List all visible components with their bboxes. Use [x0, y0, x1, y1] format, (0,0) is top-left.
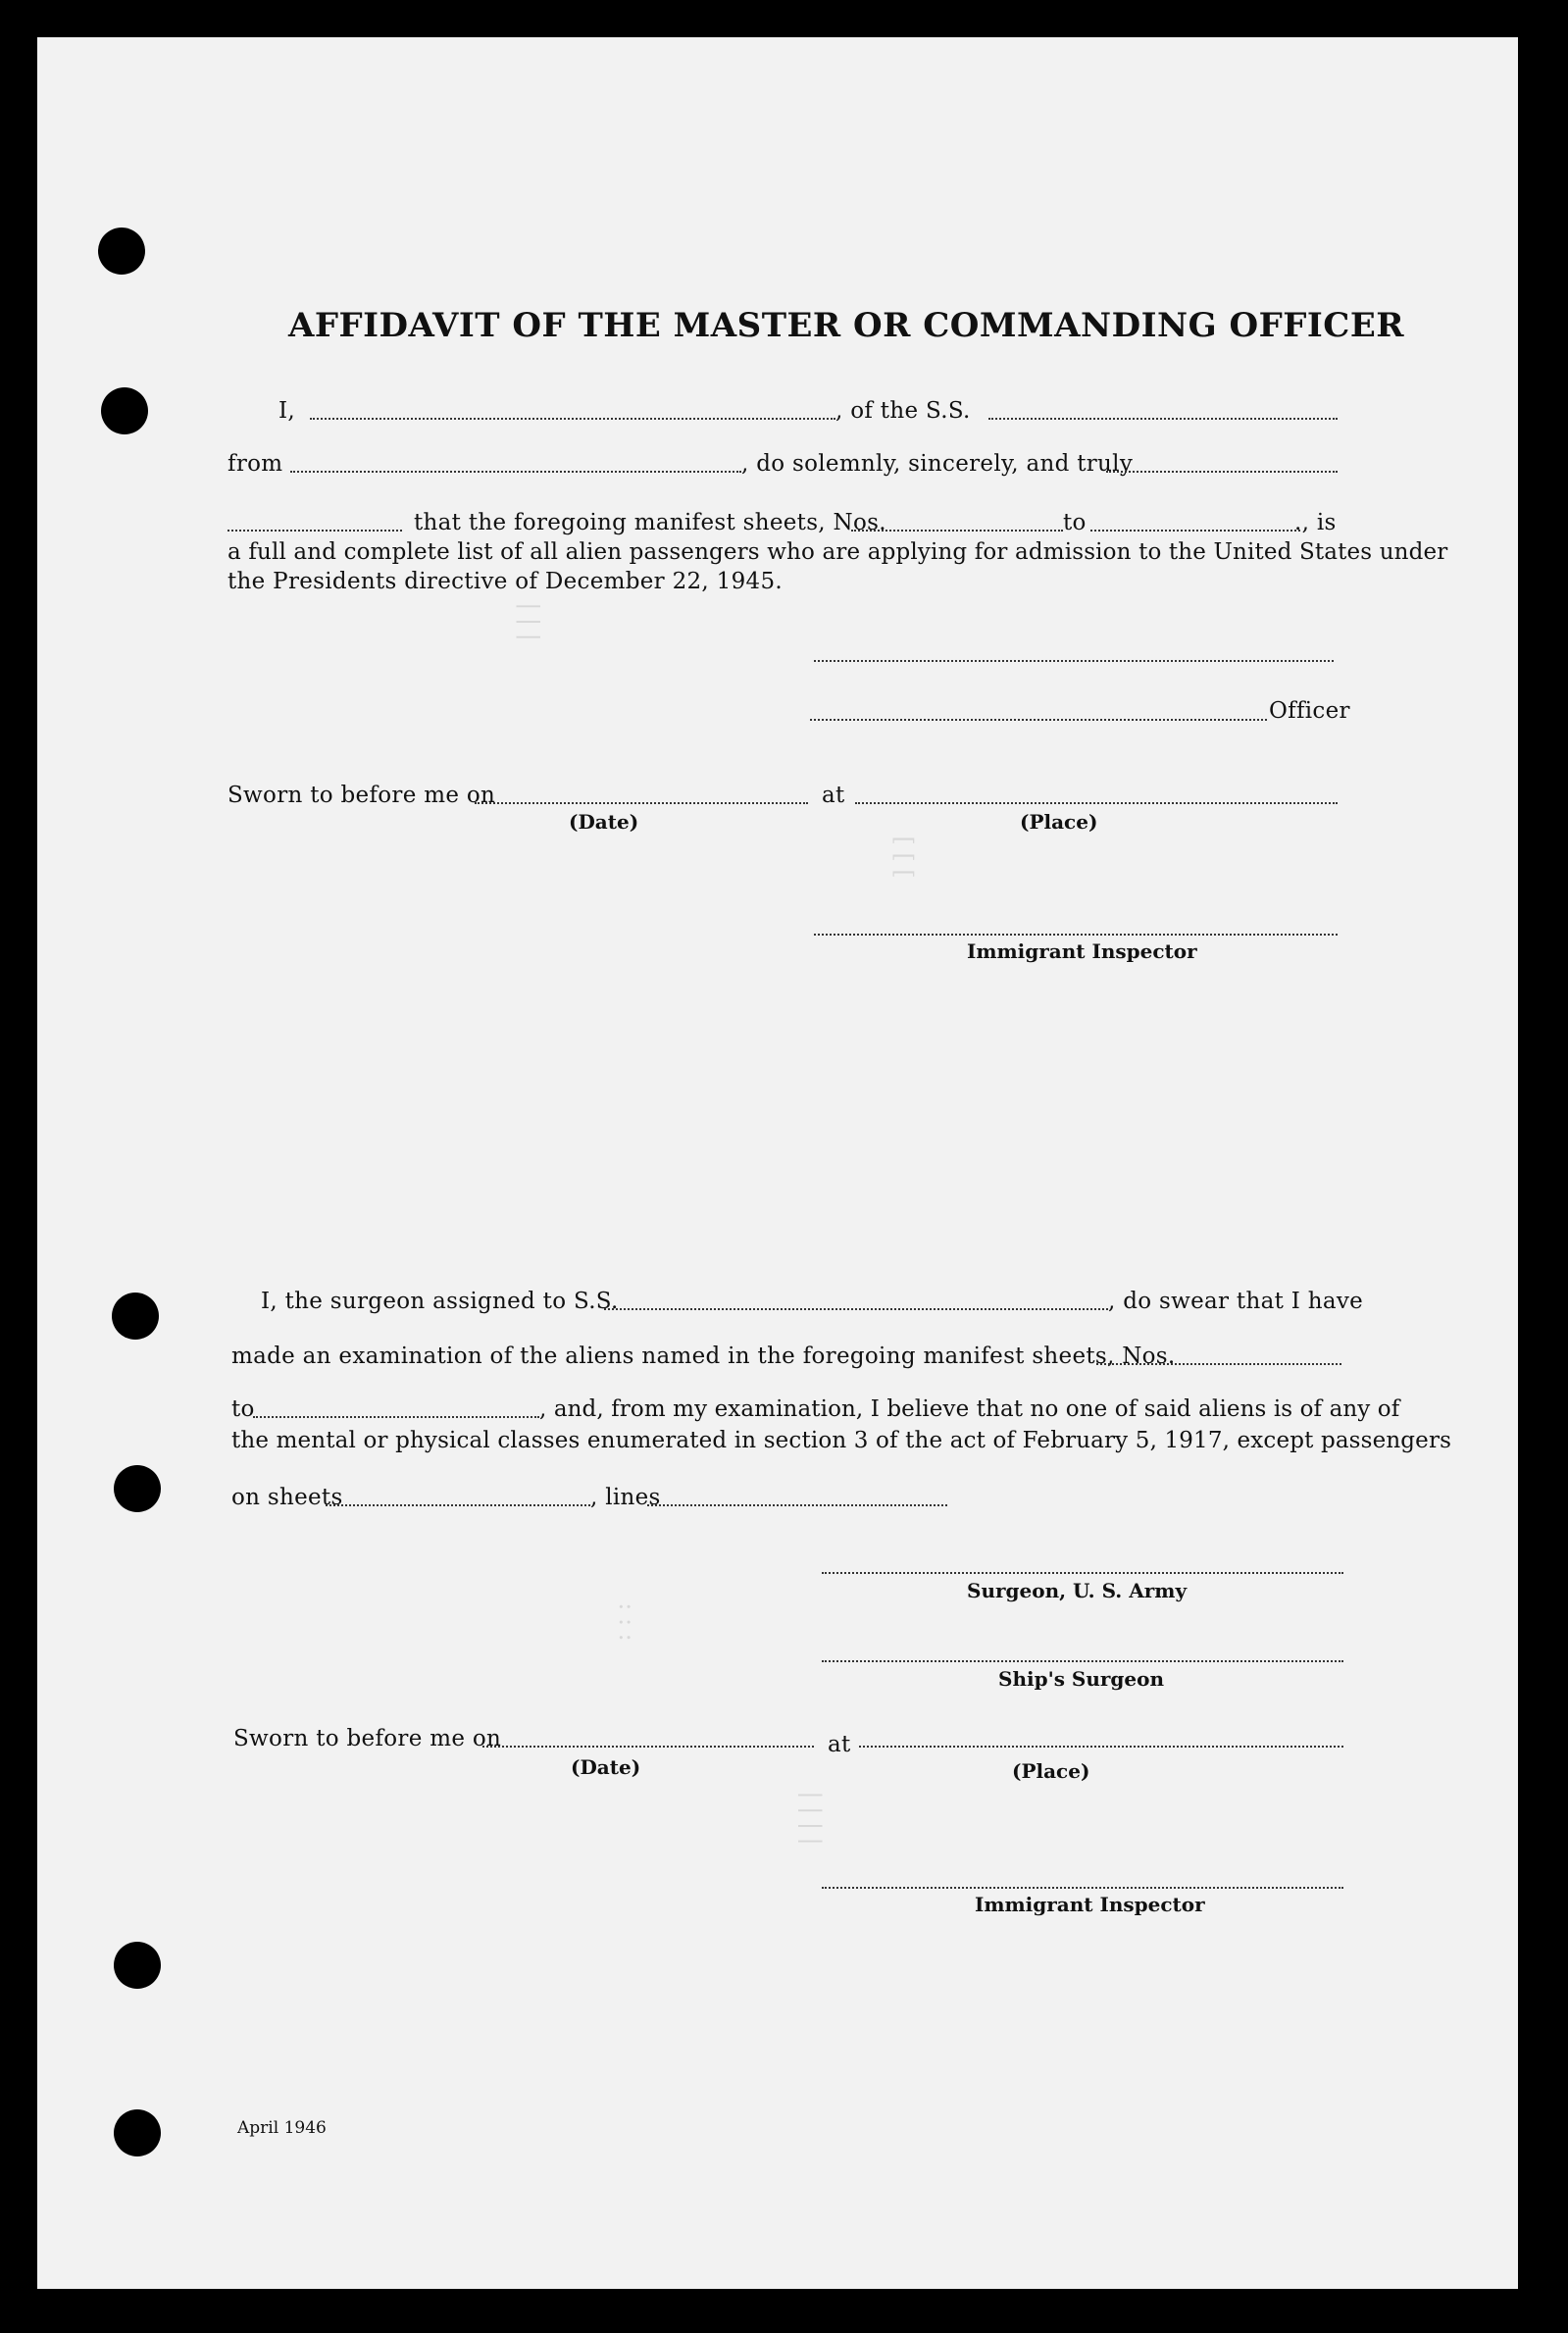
surgeon-ship-field[interactable]: [604, 1308, 1108, 1310]
surgeon-to-label: to: [231, 1396, 255, 1422]
bleed-through-mark: | | | |: [797, 1791, 826, 1846]
master-date-label: (Date): [569, 810, 639, 834]
ship-surgeon-signature-field[interactable]: [822, 1660, 1343, 1662]
master-i-label: I,: [278, 398, 295, 424]
master-solemnly-label: , do solemnly, sincerely, and truly: [741, 451, 1134, 477]
officer-signature-line-1[interactable]: [814, 660, 1334, 662]
master-place-label: (Place): [1020, 810, 1098, 834]
surgeon-inspector-signature-field[interactable]: [822, 1887, 1343, 1889]
punch-hole: [114, 1465, 161, 1512]
officer-signature-field[interactable]: [810, 719, 1267, 721]
surgeon-on-sheets-label: on sheets: [231, 1485, 343, 1510]
army-surgeon-signature-field[interactable]: [822, 1572, 1343, 1574]
master-sworn-label: Sworn to before me on: [228, 783, 496, 808]
sheet-from-field[interactable]: [851, 530, 1063, 532]
surgeon-line3-text: , and, from my examination, I believe that no one of said aliens is of any of: [539, 1396, 1400, 1422]
punch-hole: [114, 1942, 161, 1989]
surgeon-line1-label: I, the surgeon assigned to S.S.: [261, 1289, 619, 1314]
surgeon-line2-label: made an examination of the aliens named in the foregoing manifest sheets, Nos.: [231, 1344, 1176, 1369]
master-is-label: ., is: [1294, 510, 1337, 535]
master-text-line5: the Presidents directive of December 22, 1945.: [228, 569, 784, 594]
punch-hole: [114, 2109, 161, 2156]
ship-name-field[interactable]: [988, 418, 1338, 420]
army-surgeon-label: Surgeon, U. S. Army: [967, 1579, 1188, 1602]
surgeon-sworn-label: Sworn to before me on: [233, 1726, 502, 1751]
surgeon-sheet-from-field[interactable]: [1096, 1363, 1341, 1365]
surgeon-place-label: (Place): [1012, 1759, 1090, 1783]
master-sworn-place-field[interactable]: [855, 802, 1338, 804]
master-foregoing-label: that the foregoing manifest sheets, Nos.: [414, 510, 886, 535]
oath-word-field[interactable]: [1106, 471, 1338, 473]
form-title: AFFIDAVIT OF THE MASTER OR COMMANDING OFFICER: [288, 306, 1405, 345]
surgeon-line1-end: , do swear that I have: [1108, 1289, 1364, 1314]
bleed-through-mark: [ [ [: [889, 836, 918, 879]
master-ofss-label: , of the S.S.: [835, 398, 971, 424]
surgeon-lines-field[interactable]: [647, 1504, 947, 1506]
surgeon-on-sheets-field[interactable]: [326, 1504, 590, 1506]
surgeon-sheet-to-field[interactable]: [253, 1416, 539, 1418]
surgeon-at-label: at: [828, 1732, 851, 1757]
master-text-line4: a full and complete list of all alien passengers who are applying for admission to the United States under: [228, 539, 1448, 565]
surgeon-lines-label: , lines: [590, 1485, 661, 1510]
master-inspector-signature-field[interactable]: [814, 934, 1338, 936]
master-to-label: to: [1063, 510, 1087, 535]
officer-label: Officer: [1269, 698, 1350, 724]
form-sheet: [37, 37, 1518, 2289]
master-from-label: from: [228, 451, 283, 477]
master-inspector-label: Immigrant Inspector: [967, 939, 1197, 963]
punch-hole: [98, 228, 145, 275]
surgeon-inspector-label: Immigrant Inspector: [975, 1893, 1205, 1916]
bleed-through-mark: | | |: [515, 602, 543, 641]
master-sworn-date-field[interactable]: [475, 802, 808, 804]
sheet-to-field[interactable]: [1090, 530, 1300, 532]
punch-hole: [101, 387, 148, 434]
bleed-through-mark: : : :: [613, 1602, 641, 1642]
surgeon-sworn-date-field[interactable]: [482, 1746, 814, 1748]
master-at-label: at: [822, 783, 845, 808]
surgeon-line4-text: the mental or physical classes enumerated in section 3 of the act of February 5, 1917, except passengers: [231, 1428, 1452, 1453]
oath-word-field-2[interactable]: [228, 530, 402, 532]
from-port-field[interactable]: [290, 471, 741, 473]
form-date: April 1946: [237, 2118, 327, 2138]
ship-surgeon-label: Ship's Surgeon: [998, 1667, 1165, 1691]
punch-hole: [112, 1293, 159, 1340]
surgeon-sworn-place-field[interactable]: [859, 1746, 1343, 1748]
master-name-field[interactable]: [310, 418, 835, 420]
surgeon-date-label: (Date): [571, 1755, 641, 1779]
